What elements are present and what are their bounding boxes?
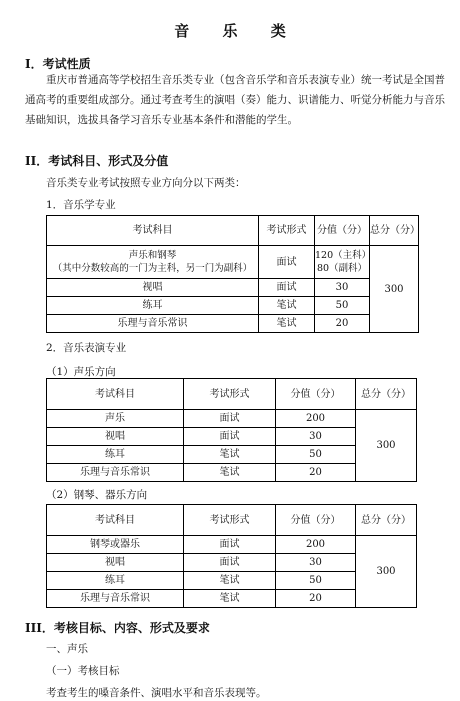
table-cell-score: 20 — [315, 315, 370, 333]
section-nature-line: 重庆市普通高等学校招生音乐类专业（包含音乐学和音乐表演专业）统一考试是全国普 — [46, 74, 445, 86]
table-header-cell: 分值（分） — [276, 505, 356, 536]
table-cell-form: 笔试 — [184, 446, 276, 464]
table-caption: （2）钢琴、器乐方向 — [46, 489, 148, 501]
table-cell-score: 50 — [276, 446, 356, 464]
table-caption: 1．音乐学专业 — [46, 199, 116, 211]
table-cell-subject: 视唱 — [47, 428, 184, 446]
section-heading-subjects: II．考试科目、形式及分值 — [25, 154, 169, 168]
table-cell-score: 200 — [276, 536, 356, 554]
table-header-cell: 考试形式 — [184, 379, 276, 410]
table-cell-subject: 乐理与音乐常识 — [47, 315, 259, 333]
score-line: 120（主科） — [315, 250, 372, 261]
table-header-cell: 分值（分） — [276, 379, 356, 410]
table-cell-score: 200 — [276, 410, 356, 428]
table-row — [47, 410, 417, 428]
table-row — [47, 315, 419, 333]
table-row — [47, 536, 417, 554]
subject-line: （其中分数较高的一门为主科，另一门为副科） — [52, 263, 253, 274]
table-row — [47, 246, 419, 279]
table-cell-total: 300 — [356, 536, 417, 608]
table-header-row — [47, 216, 419, 246]
table-cell-total: 300 — [370, 246, 419, 333]
table-cell-subject — [47, 246, 259, 279]
table-cell-score: 20 — [276, 590, 356, 608]
objectives-text: 考查考生的嗓音条件、演唱水平和音乐表现等。 — [46, 687, 267, 699]
subsection-vocal: 一、声乐 — [46, 643, 88, 655]
table-header-cell: 考试形式 — [184, 505, 276, 536]
table-row — [47, 297, 419, 315]
table-cell-subject: 钢琴或器乐 — [47, 536, 184, 554]
table-cell-form: 笔试 — [184, 590, 276, 608]
subsection-objectives: （一）考核目标 — [46, 665, 120, 677]
table-cell-score — [315, 246, 370, 279]
table-header-cell: 总分（分） — [356, 379, 417, 410]
table-cell-subject: 乐理与音乐常识 — [47, 464, 184, 482]
subjects-intro: 音乐类专业考试按照专业方向分以下两类： — [46, 177, 246, 189]
table-caption: （1）声乐方向 — [46, 366, 116, 378]
table-cell-subject: 视唱 — [47, 279, 259, 297]
table-header-row — [47, 505, 417, 536]
table-cell-score: 20 — [276, 464, 356, 482]
section-heading-nature: I．考试性质 — [25, 57, 91, 71]
table-cell-subject: 练耳 — [47, 297, 259, 315]
table-cell-form: 面试 — [259, 246, 315, 279]
table-cell-subject: 声乐 — [47, 410, 184, 428]
table-header-cell: 考试科目 — [47, 505, 184, 536]
table-cell-subject: 视唱 — [47, 554, 184, 572]
table-caption: 2．音乐表演专业 — [46, 342, 127, 354]
exam-table-vocal — [46, 378, 417, 482]
exam-table-instrument — [46, 504, 417, 608]
table-cell-form: 笔试 — [184, 572, 276, 590]
section-nature-line: 通高考的重要组成部分。通过考查考生的演唱（奏）能力、识谱能力、听觉分析能力与音乐 — [25, 94, 445, 106]
table-header-row — [47, 379, 417, 410]
section-nature-line: 基础知识，选拔具备学习音乐专业基本条件和潜能的学生。 — [25, 114, 298, 126]
table-cell-form: 笔试 — [259, 297, 315, 315]
table-cell-score: 30 — [276, 428, 356, 446]
table-cell-total: 300 — [356, 410, 417, 482]
page-title: 音 乐 类 — [174, 22, 300, 40]
table-cell-score: 50 — [315, 297, 370, 315]
score-line: 80（副科） — [316, 263, 368, 274]
table-cell-subject: 练耳 — [47, 572, 184, 590]
table-header-cell: 考试科目 — [47, 216, 259, 246]
exam-table-musicology — [46, 215, 419, 333]
table-cell-subject: 练耳 — [47, 446, 184, 464]
table-cell-form: 面试 — [184, 536, 276, 554]
table-header-cell: 考试形式 — [259, 216, 315, 246]
table-cell-score: 50 — [276, 572, 356, 590]
table-header-cell: 分值（分） — [315, 216, 370, 246]
table-cell-form: 笔试 — [184, 464, 276, 482]
table-cell-subject: 乐理与音乐常识 — [47, 590, 184, 608]
table-row — [47, 279, 419, 297]
subject-line: 声乐和钢琴 — [128, 250, 177, 261]
table-cell-form: 面试 — [184, 428, 276, 446]
table-header-cell: 总分（分） — [370, 216, 419, 246]
table-cell-score: 30 — [276, 554, 356, 572]
section-heading-objectives: III．考核目标、内容、形式及要求 — [25, 621, 210, 635]
table-header-cell: 考试科目 — [47, 379, 184, 410]
table-header-cell: 总分（分） — [356, 505, 417, 536]
table-cell-form: 笔试 — [259, 315, 315, 333]
table-cell-form: 面试 — [184, 410, 276, 428]
table-cell-form: 面试 — [184, 554, 276, 572]
table-cell-form: 面试 — [259, 279, 315, 297]
table-cell-score: 30 — [315, 279, 370, 297]
